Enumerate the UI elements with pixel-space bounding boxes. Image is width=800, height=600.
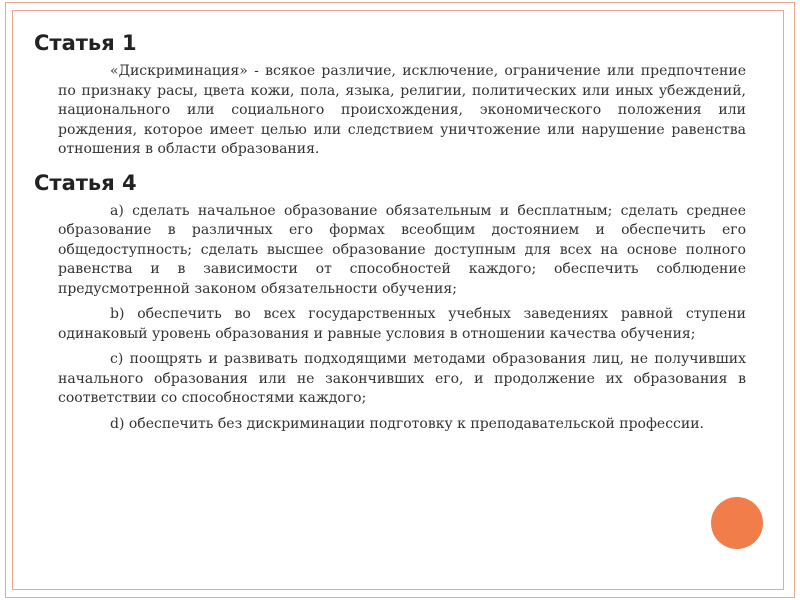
decorative-circle <box>711 497 763 549</box>
article-4-item-b: b) обеспечить во всех государственных учебных заведениях равной ступени одинаковый уровень образования и равные условия в отношении качества обучения; <box>58 306 746 342</box>
article-4-heading: Статья 4 <box>34 170 137 195</box>
article-4-item-c: c) поощрять и развивать подходящими методами образования лиц, не получивших начального образования или не закончивших его, и продолжение их образования в соответствии со способностями каждого; <box>58 351 746 406</box>
slide-content <box>34 30 746 440</box>
article-1-heading: Статья 1 <box>34 31 137 55</box>
article-4-item-a: а) сделать начальное образование обязательным и бесплатным; сделать среднее образование в различных его формах всеобщим достоянием и обеспечить его общедоступность; сделать высшее образование доступным для всех на основе полного равенства и в зависимости от способностей каждого; обеспечить соблюдение предусмотренной законом обязательности обучения; <box>58 202 746 297</box>
article-4-item-d: d) обеспечить без дискриминации подготовку к преподавательской профессии. <box>110 415 705 432</box>
article-1-text: «Дискриминация» - всякое различие, исключение, ограничение или предпочтение по признаку расы, цвета кожи, пола, языка, религии, политических или иных убеждений, национального или социального происхождения, экономического положения или рождения, которое имеет целью или следствием уничтожение или нарушение равенства отношения в области образования. <box>58 63 746 157</box>
